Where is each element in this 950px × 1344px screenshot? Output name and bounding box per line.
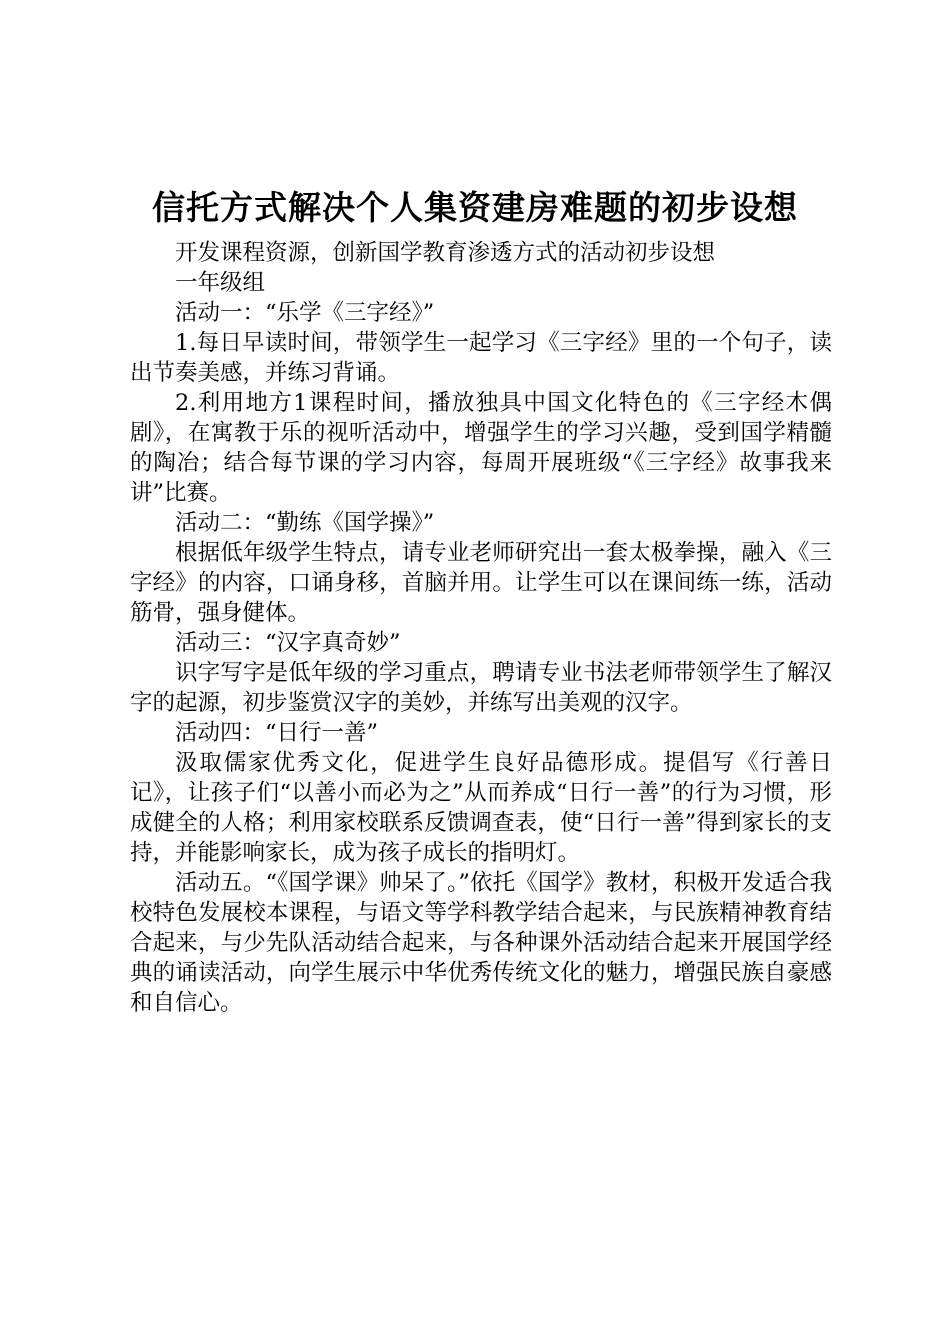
- heading-activity-3: 活动三：“汉字真奇妙”: [175, 630, 401, 656]
- paragraph-activity-1-item-2: 2.利用地方1课程时间，播放独具中国文化特色的《三字经木偶剧》，在寓教于乐的视听活动中，增强学生的学习兴趣，受到国学精髓的陶冶；结合每节课的学习内容，每周开展班级“《三字经》故事我来讲”比赛。: [130, 390, 832, 506]
- paragraph-activity-1-item-1: 1.每日早读时间，带领学生一起学习《三字经》里的一个句子，读出节奏美感，并练习背诵。: [130, 330, 832, 386]
- paragraph-grade: 一年级组: [175, 270, 266, 296]
- heading-activity-2: 活动二：“勤练《国学操》”: [175, 510, 435, 536]
- heading-activity-1: 活动一：“乐学《三字经》”: [175, 300, 435, 326]
- paragraph-activity-2: 根据低年级学生特点，请专业老师研究出一套太极拳操，融入《三字经》的内容，口诵身移，首脑并用。让学生可以在课间练一练，活动筋骨，强身健体。: [130, 540, 832, 626]
- document-body: [130, 238, 832, 1018]
- document-title: 信托方式解决个人集资建房难题的初步设想: [152, 188, 798, 227]
- paragraph-activity-4: 汲取儒家优秀文化，促进学生良好品德形成。提倡写《行善日记》，让孩子们“以善小而必为之”从而养成“日行一善”的行为习惯，形成健全的人格；利用家校联系反馈调查表，使“日行一善”得到家长的支持，并能影响家长，成为孩子成长的指明灯。: [130, 750, 832, 866]
- paragraph-activity-3: 识字写字是低年级的学习重点，聘请专业书法老师带领学生了解汉字的起源，初步鉴赏汉字的美妙，并练写出美观的汉字。: [130, 660, 832, 716]
- paragraph-activity-5: 活动五。“《国学课》帅呆了。”依托《国学》教材，积极开发适合我校特色发展校本课程，与语文等学科教学结合起来，与民族精神教育结合起来，与少先队活动结合起来，与各种课外活动结合起来开展国学经典的诵读活动，向学生展示中华优秀传统文化的魅力，增强民族自豪感和自信心。: [130, 870, 832, 1016]
- heading-activity-4: 活动四：“日行一善”: [175, 720, 379, 746]
- paragraph-intro: 开发课程资源，创新国学教育渗透方式的活动初步设想: [175, 240, 716, 266]
